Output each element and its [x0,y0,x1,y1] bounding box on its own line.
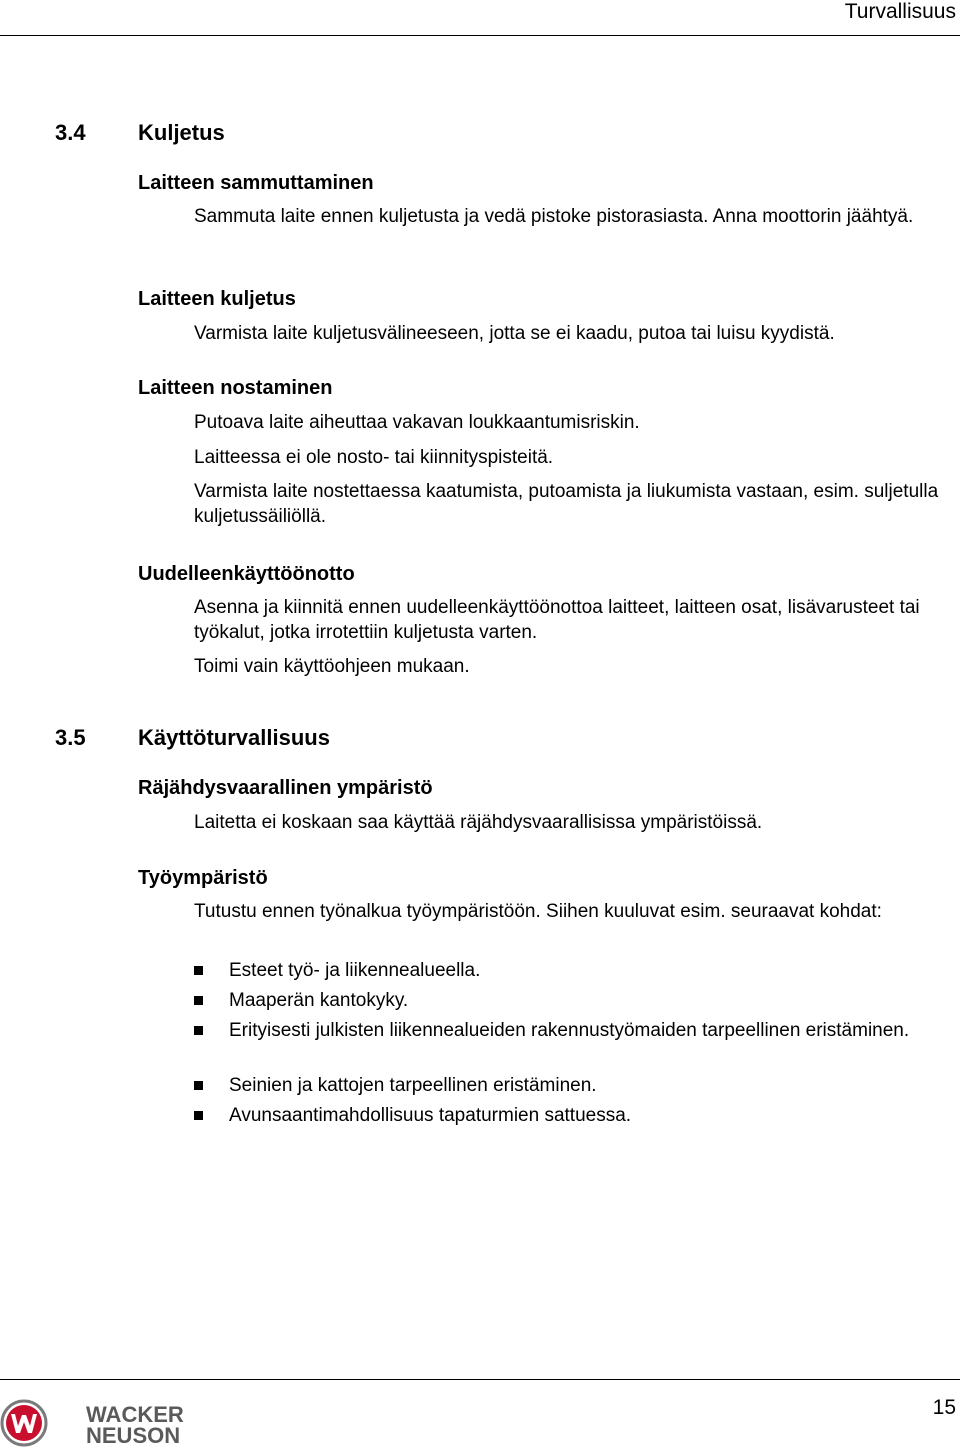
bullet-square-icon [194,1111,203,1120]
header-divider [0,35,960,36]
paragraph-kuljetus: Varmista laite kuljetusvälineeseen, jotta se ei kaadu, putoa tai luisu kyydistä. [194,323,835,344]
section-title-kuljetus: Kuljetus [138,120,225,145]
list-item: Esteet työ- ja liikennealueella. [229,960,481,981]
section-number-3-4: 3.4 [55,120,86,145]
subheading-uudelleenkayttoonotto: Uudelleenkäyttöönotto [138,563,355,585]
running-header-title: Turvallisuus [844,0,956,23]
subheading-rajahdysvaarallinen-ymparisto: Räjähdysvaarallinen ympäristö [138,777,433,799]
subheading-laitteen-kuljetus: Laitteen kuljetus [138,288,296,310]
bullet-square-icon [194,996,203,1005]
list-item: Avunsaantimahdollisuus tapaturmien sattuessa. [229,1105,632,1126]
list-item: Maaperän kantokyky. [229,990,409,1011]
paragraph-nostaminen-1: Putoava laite aiheuttaa vakavan loukkaantumisriskin. [194,412,640,433]
bullet-square-icon [194,1081,203,1090]
paragraph-nostaminen-3: Varmista laite nostettaessa kaatumista, putoamista ja liukumista vastaan, esim. suljetulla kuljetussäiliöllä. [194,481,939,527]
logo-emblem-disc [6,1405,42,1441]
subheading-laitteen-nostaminen: Laitteen nostaminen [138,377,333,399]
logo-wordmark-wacker: WACKER [86,1402,184,1427]
subheading-laitteen-sammuttaminen: Laitteen sammuttaminen [138,172,374,194]
paragraph-nostaminen-2: Laitteessa ei ole nosto- tai kiinnityspisteitä. [194,447,554,468]
wacker-neuson-emblem-icon [2,1401,46,1445]
bullet-square-icon [194,966,203,975]
paragraph-sammuttaminen: Sammuta laite ennen kuljetusta ja vedä pistoke pistorasiasta. Anna moottorin jäähtyä. [194,206,914,227]
wacker-neuson-logo [0,1396,210,1448]
paragraph-uudelleenkayttoonotto-2: Toimi vain käyttöohjeen mukaan. [194,656,470,677]
paragraph-tyoymparisto-intro: Tutustu ennen työnalkua työympäristöön. Siihen kuuluvat esim. seuraavat kohdat: [194,901,882,922]
bullet-square-icon [194,1026,203,1035]
page-number: 15 [932,1396,956,1419]
list-item: Erityisesti julkisten liikennealueiden rakennustyömaiden tarpeellinen eristäminen. [229,1020,910,1041]
paragraph-rajahdysvaarallinen: Laitetta ei koskaan saa käyttää räjähdysvaarallisissa ympäristöissä. [194,812,763,833]
list-item: Seinien ja kattojen tarpeellinen eristäminen. [229,1075,597,1096]
subheading-tyoymparisto: Työympäristö [138,867,268,889]
footer-divider [0,1379,960,1380]
logo-wordmark-neuson: NEUSON [86,1423,181,1448]
section-number-3-5: 3.5 [55,725,86,750]
paragraph-uudelleenkayttoonotto-1: Asenna ja kiinnitä ennen uudelleenkäyttöönottoa laitteet, laitteen osat, lisävarusteet tai työkalut, jotka irrotettiin kuljetusta varten. [194,597,920,643]
section-title-kayttoturvallisuus: Käyttöturvallisuus [138,725,330,750]
